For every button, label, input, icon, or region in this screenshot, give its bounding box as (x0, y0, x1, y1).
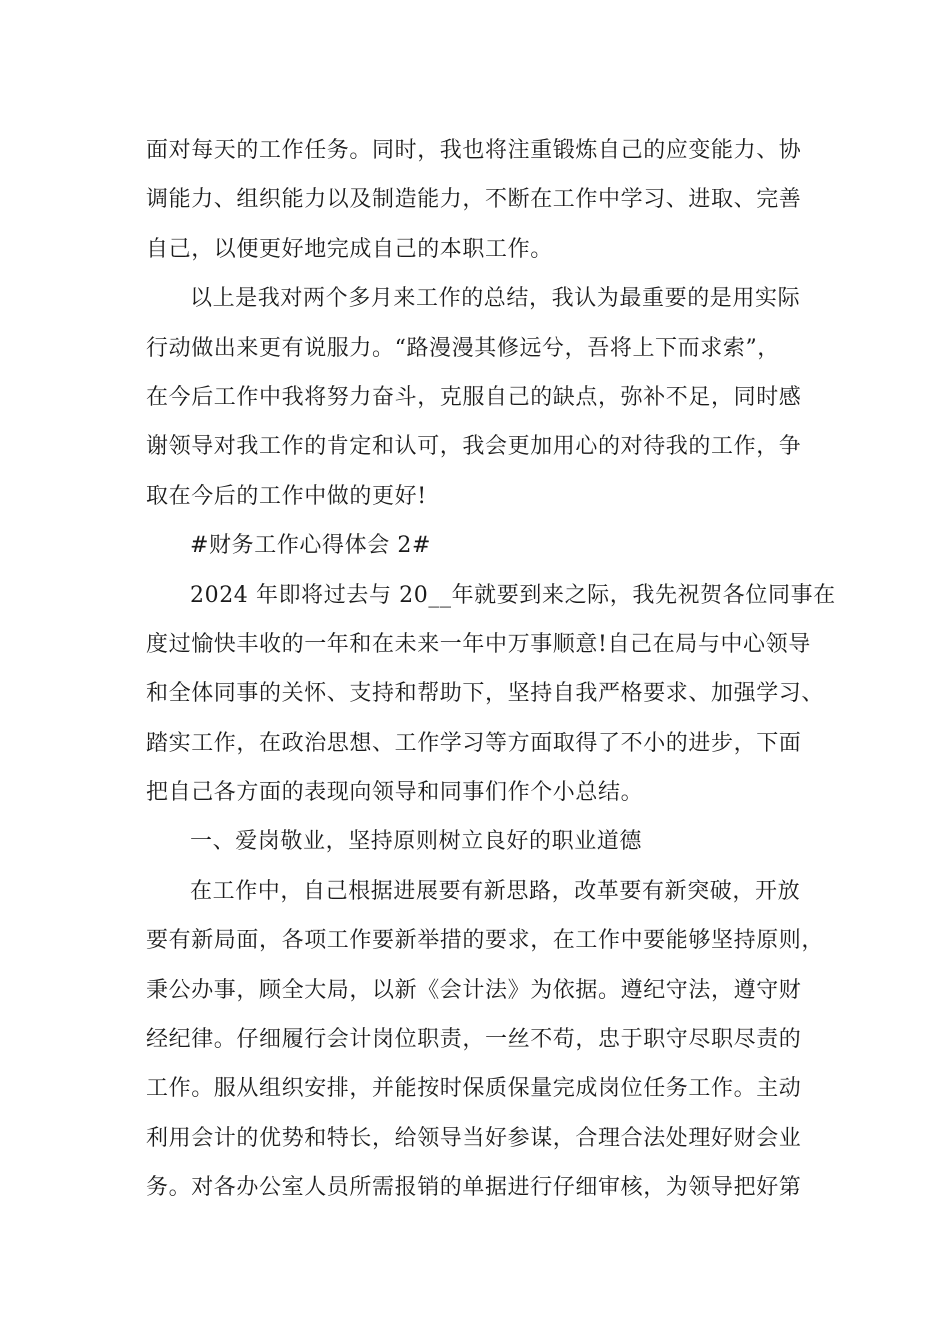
text-line: 务。对各办公室人员所需报销的单据进行仔细审核，为领导把好第 (146, 1175, 802, 1201)
text-line: 秉公办事，顾全大局，以新《会计法》为依据。遵纪守法，遵守财 (146, 977, 802, 1003)
text-line: 要有新局面，各项工作要新举措的要求，在工作中要能够坚持原则， (146, 928, 825, 954)
text-line: 踏实工作，在政治思想、工作学习等方面取得了不小的进步，下面 (146, 730, 802, 756)
text-line: 在今后工作中我将努力奋斗，克服自己的缺点，弥补不足，同时感 (146, 384, 802, 410)
text-line: 自己，以便更好地完成自己的本职工作。 (146, 236, 553, 262)
text-line: 工作。服从组织安排，并能按时保质保量完成岗位任务工作。主动 (146, 1076, 802, 1102)
text-line: 取在今后的工作中做的更好! (146, 483, 427, 509)
text-line: 以上是我对两个多月来工作的总结，我认为最重要的是用实际 (190, 286, 801, 312)
document-body (146, 126, 836, 1213)
text-line: 行动做出来更有说服力。“路漫漫其修远兮，吾将上下而求索”， (146, 335, 780, 361)
text-line: 2024 年即将过去与 20__年就要到来之际，我先祝贺各位同事在 (190, 582, 836, 608)
text-line: 调能力、组织能力以及制造能力，不断在工作中学习、进取、完善 (146, 187, 802, 213)
text-line: 在工作中，自己根据进展要有新思路，改革要有新突破，开放 (190, 878, 801, 904)
text-line: 度过愉快丰收的一年和在未来一年中万事顺意!自己在局与中心领导 (146, 631, 811, 657)
text-line: 把自己各方面的表现向领导和同事们作个小总结。 (146, 780, 644, 806)
text-line: 一、爱岗敬业，坚持原则树立良好的职业道德 (190, 829, 643, 855)
text-line: 经纪律。仔细履行会计岗位职责，一丝不苟，忠于职守尽职尽责的 (146, 1027, 802, 1053)
text-line: 利用会计的优势和特长，给领导当好参谋，合理合法处理好财会业 (146, 1125, 802, 1151)
text-line: 面对每天的工作任务。同时，我也将注重锻炼自己的应变能力、协 (146, 138, 802, 163)
text-line: 和全体同事的关怀、支持和帮助下，坚持自我严格要求、加强学习、 (146, 681, 825, 707)
text-line: 谢领导对我工作的肯定和认可，我会更加用心的对待我的工作，争 (146, 434, 802, 460)
text-line: #财务工作心得体会 2# (190, 533, 432, 559)
